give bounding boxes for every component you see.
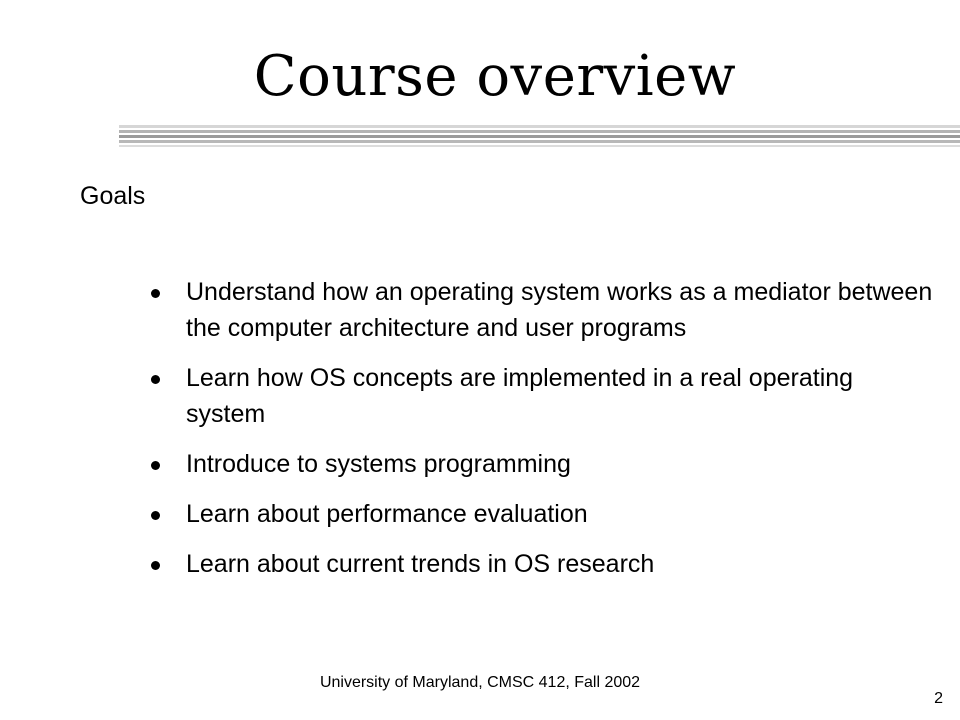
underline-stripe <box>119 145 960 147</box>
bullet-icon <box>151 461 160 470</box>
bullet-text: Learn how OS concepts are implemented in a real operating system <box>186 364 854 428</box>
bullet-item <box>148 546 938 582</box>
bullet-icon <box>151 375 160 384</box>
bullet-text: Introduce to systems programming <box>186 450 571 478</box>
title-underline <box>119 125 960 149</box>
bullet-item <box>148 496 938 532</box>
bullet-text: Learn about performance evaluation <box>186 500 588 528</box>
bullet-icon <box>151 511 160 520</box>
underline-stripe <box>119 125 960 128</box>
bullet-icon <box>151 561 160 570</box>
slide-title: Course overview <box>253 44 737 109</box>
underline-stripe <box>119 135 960 138</box>
page-number: 2 <box>934 690 943 707</box>
bullet-text: Understand how an operating system works as a mediator between the computer architecture and user programs <box>186 278 933 342</box>
goals-list <box>148 274 938 596</box>
underline-stripe <box>119 130 960 133</box>
bullet-item <box>148 446 938 482</box>
bullet-item <box>148 274 938 346</box>
slide-footer: University of Maryland, CMSC 412, Fall 2002 <box>319 674 641 691</box>
bullet-icon <box>151 289 160 298</box>
section-heading: Goals <box>80 182 146 210</box>
bullet-item <box>148 360 938 432</box>
bullet-text: Learn about current trends in OS research <box>186 550 655 578</box>
underline-stripe <box>119 140 960 143</box>
